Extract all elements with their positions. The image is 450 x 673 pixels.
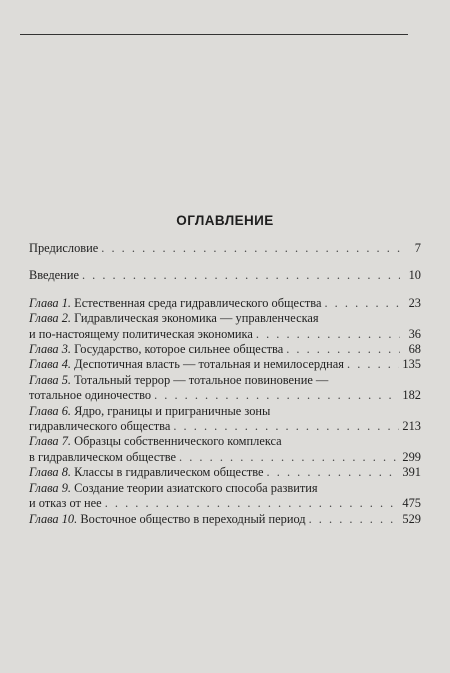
toc-entry-chapter-8[interactable] (29, 465, 421, 480)
dot-leader (256, 327, 400, 342)
dot-leader (105, 496, 400, 511)
header-rule (20, 34, 408, 35)
chapter-label: Глава 3. (29, 342, 72, 357)
toc-page-number: 135 (402, 357, 421, 372)
toc-entry-title-continued: и отказ от нее (29, 496, 102, 511)
toc-page-number: 213 (402, 419, 421, 434)
toc-entry-title: Восточное общество в переходный период (80, 511, 306, 526)
toc-entry-chapter-7[interactable] (29, 434, 421, 465)
toc-entry-chapter-2[interactable] (29, 311, 421, 342)
toc-entry-chapter-3[interactable] (29, 342, 421, 357)
toc-page-number: 10 (408, 268, 421, 283)
toc-entry-chapter-1[interactable] (29, 296, 421, 311)
dot-leader (179, 450, 399, 465)
toc-page-number: 68 (408, 342, 421, 357)
toc-entry-title-continued: гидравлического общества (29, 419, 171, 434)
chapter-label: Глава 4. (29, 357, 72, 372)
toc-entry-title: Ядро, границы и приграничные зоны (74, 403, 271, 418)
toc-entry-chapter-6[interactable] (29, 404, 421, 435)
toc-entry-title: Естественная среда гидравлического общества (74, 295, 322, 310)
chapter-label: Глава 9. (29, 480, 72, 495)
dot-leader (82, 268, 400, 283)
toc-entry-chapter-5[interactable] (29, 373, 421, 404)
page-title: ОГЛАВЛЕНИЕ (176, 213, 274, 228)
toc-entry-title: Создание теории азиатского способа развития (74, 480, 318, 495)
table-of-contents (29, 241, 421, 527)
toc-page-number: 7 (414, 241, 421, 255)
toc-page-number: 36 (408, 326, 421, 341)
toc-entry-title: Классы в гидравлическом обществе (74, 465, 264, 480)
toc-entry-title-continued: тотальное одиночество (29, 388, 152, 403)
dot-leader (286, 342, 400, 357)
chapter-label: Глава 6. (29, 403, 72, 418)
toc-entry-title-continued: в гидравлическом обществе (29, 449, 177, 464)
dot-leader (324, 296, 400, 311)
toc-page-number: 529 (402, 511, 421, 526)
toc-entry-title: Введение (29, 268, 79, 283)
toc-page-number: 391 (402, 465, 421, 480)
dot-leader (347, 357, 399, 372)
chapter-label: Глава 8. (29, 465, 72, 480)
toc-entry-chapter-4[interactable] (29, 357, 421, 372)
dot-leader (154, 388, 399, 403)
toc-entry-preface[interactable] (29, 241, 421, 256)
toc-entry-chapter-9[interactable] (29, 481, 421, 512)
toc-entry-title: Государство, которое сильнее общества (74, 342, 284, 357)
chapter-label: Глава 7. (29, 434, 72, 449)
chapter-label: Глава 2. (29, 311, 72, 326)
dot-leader (309, 512, 400, 527)
chapter-label: Глава 1. (29, 295, 72, 310)
toc-entry-title: Предисловие (29, 241, 99, 255)
toc-entry-title: Гидравлическая экономика — управленческая (74, 311, 319, 326)
toc-page-number: 475 (402, 496, 421, 511)
toc-entry-introduction[interactable] (29, 268, 421, 283)
toc-page-number: 182 (402, 388, 421, 403)
toc-entry-title: Образцы собственнического комплекса (74, 434, 282, 449)
toc-page-number: 23 (408, 295, 421, 310)
dot-leader (173, 419, 399, 434)
chapter-label: Глава 5. (29, 372, 72, 387)
toc-entry-title: Деспотичная власть — тотальная и немилосердная (74, 357, 344, 372)
toc-entry-chapter-10[interactable] (29, 512, 421, 527)
dot-leader (267, 465, 400, 480)
dot-leader (101, 241, 400, 256)
toc-entry-title-continued: и по-настоящему политическая экономика (29, 326, 253, 341)
chapter-label: Глава 10. (29, 511, 78, 526)
toc-entry-title: Тотальный террор — тотальное повиновение — (74, 372, 329, 387)
toc-page-number: 299 (402, 449, 421, 464)
